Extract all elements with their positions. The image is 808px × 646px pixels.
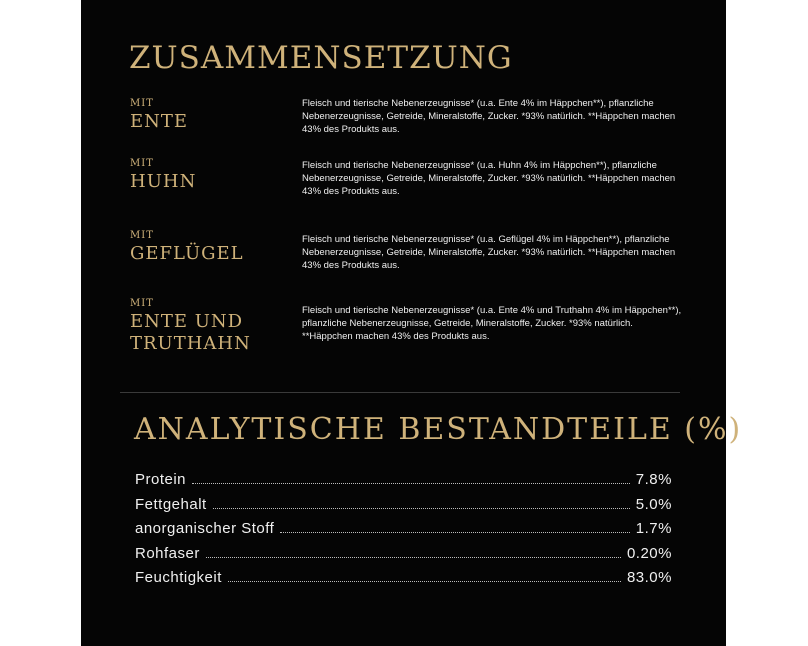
variant-label-ente [130, 97, 188, 133]
variant-description-ente-truthahn: Fleisch und tierische Nebenerzeugnisse* (u.a. Ente 4% und Truthahn 4% im Häppchen**), pflanzliche Nebenerzeugnisse, Getreide, Mineralstoffe, Zucker. *93% natürlich. **Häppchen machen 43% des Produkts aus. [302, 305, 682, 342]
variant-label-ente-truthahn [130, 297, 251, 355]
dot-leader [206, 557, 621, 558]
analytics-row-anorganischer-stoff [135, 520, 672, 545]
composition-title: ZUSAMMENSETZUNG [129, 40, 513, 76]
variant-name: GEFLÜGEL [130, 243, 244, 264]
variant-label-gefluegel [130, 229, 244, 265]
analytics-value: 0.20% [626, 544, 672, 562]
variant-description-ente: Fleisch und tierische Nebenerzeugnisse* (u.a. Ente 4% im Häppchen**), pflanzliche Nebenerzeugnisse, Getreide, Mineralstoffe, Zucker. *93% natürlich. **Häppchen machen 43% des Produkts aus. [302, 98, 676, 135]
variant-description-huhn: Fleisch und tierische Nebenerzeugnisse* (u.a. Huhn 4% im Häppchen**), pflanzliche Nebenerzeugnisse, Getreide, Mineralstoffe, Zucker. *93% natürlich. **Häppchen machen 43% des Produkts aus. [302, 160, 676, 197]
variant-name-line-2: TRUTHAHN [130, 333, 251, 354]
section-divider [120, 392, 680, 393]
dot-leader [228, 581, 621, 582]
analytics-value: 5.0% [635, 495, 672, 513]
variant-prefix: MIT [130, 158, 154, 169]
analytics-row-protein [135, 471, 672, 496]
variant-prefix: MIT [130, 230, 154, 241]
variant-description-gefluegel: Fleisch und tierische Nebenerzeugnisse* (u.a. Geflügel 4% im Häppchen**), pflanzliche Nebenerzeugnisse, Getreide, Mineralstoffe, Zucker. *93% natürlich. **Häppchen machen 43% des Produkts aus. [302, 234, 676, 271]
variant-name: HUHN [130, 171, 197, 192]
variant-name-line-1: ENTE UND [130, 311, 244, 332]
variant-name: ENTE [130, 111, 189, 132]
analytics-value: 1.7% [635, 520, 672, 537]
analytics-value: 83.0% [626, 569, 672, 586]
analytics-label: Rohfaser [135, 544, 200, 562]
analytics-label: Protein [135, 471, 187, 488]
variant-prefix: MIT [130, 298, 154, 309]
variant-prefix: MIT [130, 98, 154, 109]
dot-leader [192, 483, 630, 484]
analytics-title: ANALYTISCHE BESTANDTEILE (%) [134, 412, 743, 447]
variant-label-huhn [130, 157, 196, 193]
dot-leader [213, 508, 630, 509]
analytics-label: Feuchtigkeit [135, 569, 222, 586]
analytics-label: Fettgehalt [135, 495, 207, 513]
analytics-row-feuchtigkeit [135, 569, 672, 594]
analytics-table [135, 471, 672, 594]
analytics-row-rohfaser [135, 545, 672, 570]
analytics-label: anorganischer Stoff [135, 520, 275, 537]
analytics-value: 7.8% [635, 471, 672, 488]
analytics-row-fettgehalt [135, 496, 672, 521]
dot-leader [280, 532, 629, 533]
